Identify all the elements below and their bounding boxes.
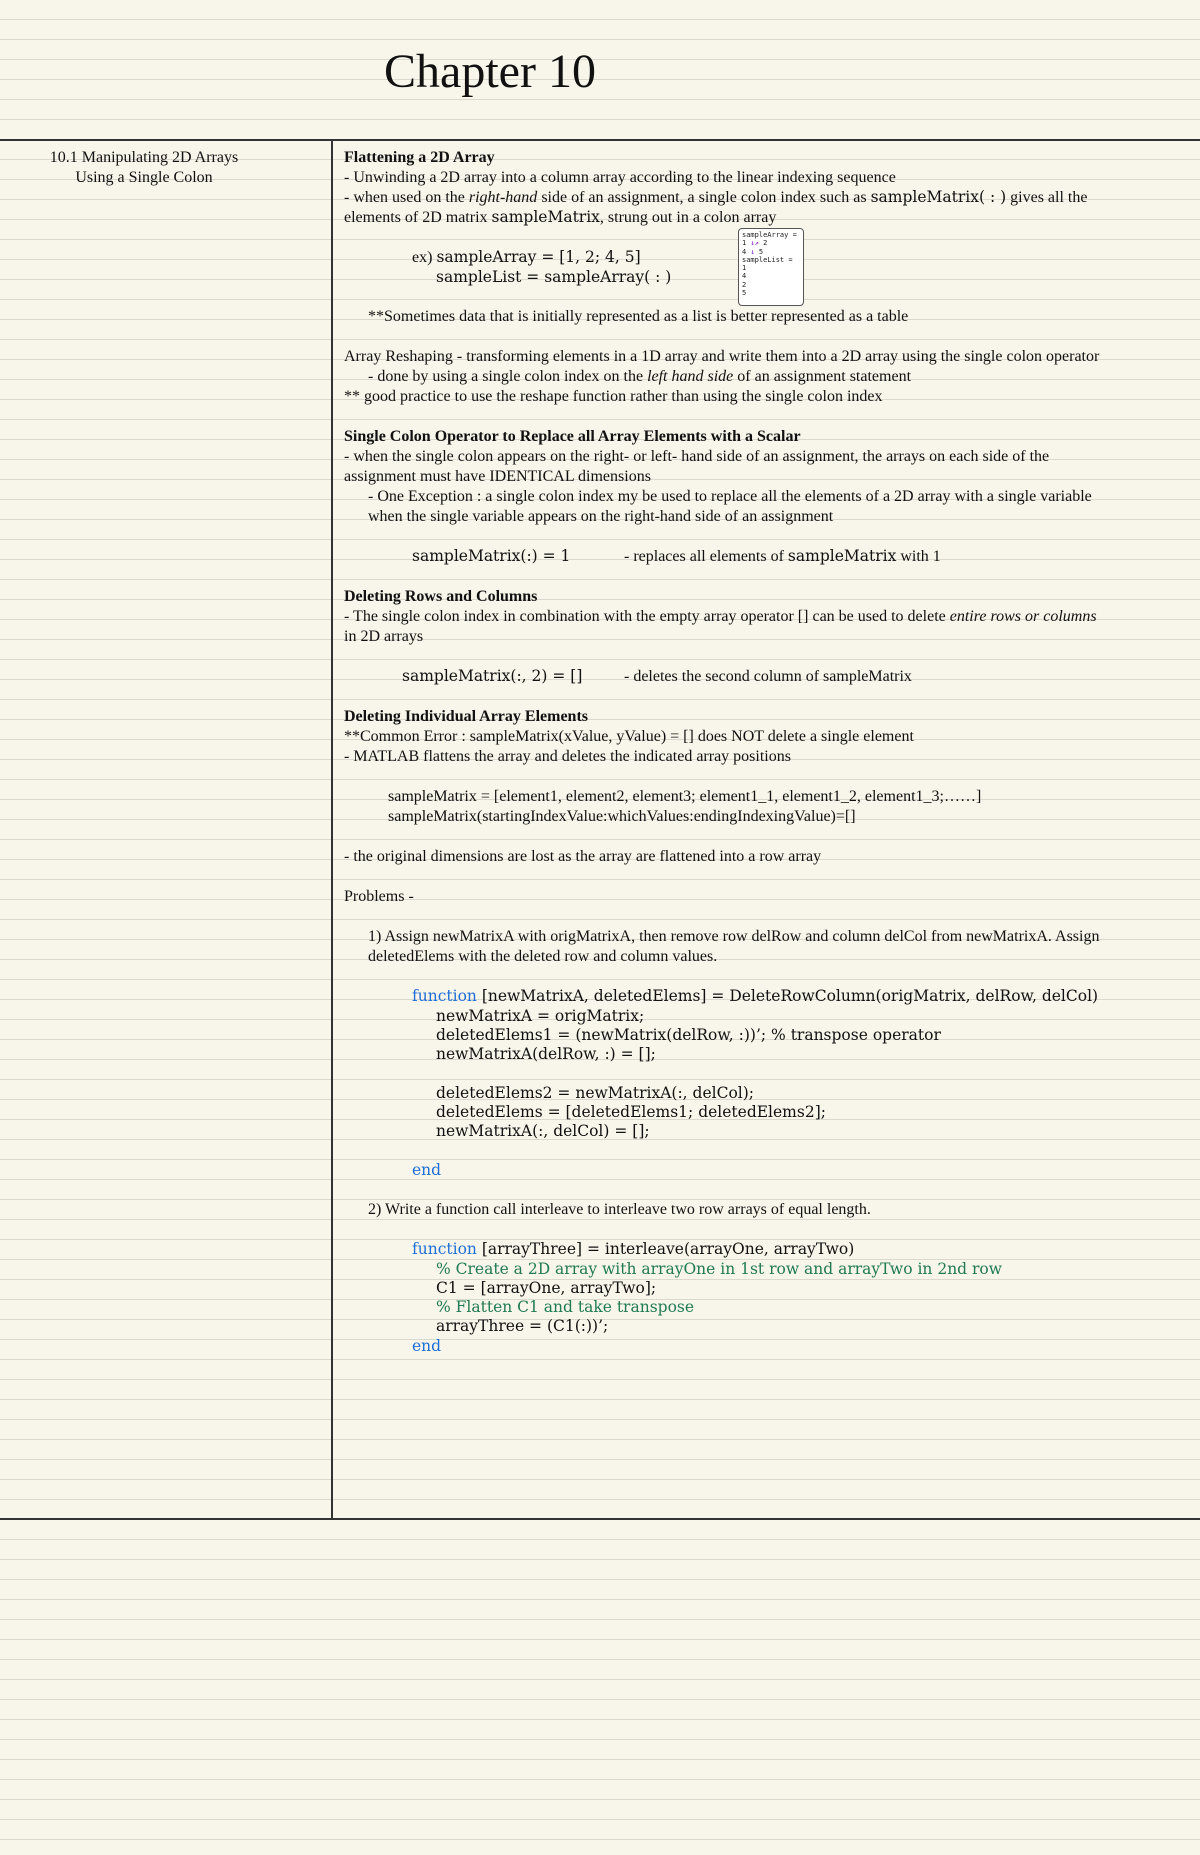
notes-column (344, 148, 1164, 1356)
code-line: newMatrixA(delRow, :) = []; (436, 1045, 656, 1064)
text-line: - when used on the right-hand side of an assignment, a single colon index such as sampleMatrix( : ) gives all the (344, 188, 1088, 206)
code-line: C1 = [arrayOne, arrayTwo]; (436, 1278, 657, 1297)
code-block-problem1 (344, 987, 1164, 1180)
text-line: elements of 2D matrix sampleMatrix, strung out in a colon array (344, 208, 777, 226)
code-line: end (412, 1336, 442, 1355)
code-comment: % Create a 2D array with arrayOne in 1st row and arrayTwo in 2nd row (436, 1259, 1003, 1278)
section-heading-delete-el: Deleting Individual Array Elements (344, 708, 589, 726)
text-line: when the single variable appears on the right-hand side of an assignment (368, 508, 834, 526)
preview-row: 4 ↓ 5 (742, 247, 764, 256)
example-line: sampleMatrix(startingIndexValue:whichValues:endingIndexingValue)=[] (388, 808, 856, 826)
text-line: **Common Error : sampleMatrix(xValue, yValue) = [] does NOT delete a single element (344, 728, 914, 746)
page-title: Chapter 10 (384, 45, 596, 98)
example-line: ex) sampleArray = [1, 2; 4, 5] (412, 248, 641, 266)
preview-line: 4 (742, 272, 747, 281)
problem-text: 1) Assign newMatrixA with origMatrixA, then remove row delRow and column delCol from newMatrixA. Assign (368, 928, 1100, 946)
text-line: ** good practice to use the reshape function rather than using the single colon index (344, 388, 883, 406)
problem-text: deletedElems with the deleted row and column values. (368, 948, 718, 966)
section-heading-delete-rc: Deleting Rows and Columns (344, 588, 538, 606)
text-line: Array Reshaping - transforming elements in a 1D array and write them into a 2D array using the single colon operator (344, 348, 1100, 366)
code-line: end (412, 1160, 442, 1179)
problem-text: 2) Write a function call interleave to interleave two row arrays of equal length. (368, 1201, 871, 1219)
code-line: deletedElems = [deletedElems1; deletedElems2]; (436, 1103, 826, 1122)
preview-line: 1 (742, 264, 747, 273)
example-line: sampleMatrix(:, 2) = [] - deletes the second column of sampleMatrix (402, 667, 912, 686)
section-heading-flatten: Flattening a 2D Array (344, 149, 495, 166)
example-line: sampleMatrix = [element1, element2, element3; element1_1, element1_2, element1_3;……] (388, 788, 982, 806)
section-heading-scalar: Single Colon Operator to Replace all Array Elements with a Scalar (344, 428, 801, 446)
preview-row: 1 ↓↗ 2 (742, 239, 768, 248)
example-line: sampleMatrix(:) = 1 - replaces all elements of sampleMatrix with 1 (412, 547, 941, 566)
preview-line: sampleArray = (742, 231, 797, 239)
column-divider (331, 140, 333, 1520)
top-divider (0, 139, 1200, 141)
text-line: - MATLAB flattens the array and deletes the indicated array positions (344, 748, 791, 766)
preview-line: sampleList = (742, 255, 793, 264)
code-block-problem2 (344, 1240, 1164, 1356)
text-line: assignment must have IDENTICAL dimensions (344, 468, 651, 486)
code-line: newMatrixA(:, delCol) = []; (436, 1122, 650, 1141)
text-line: in 2D arrays (344, 628, 424, 646)
code-line: deletedElems2 = newMatrixA(:, delCol); (436, 1083, 755, 1102)
preview-line: 5 (742, 289, 747, 298)
text-line: - done by using a single colon index on the left hand side of an assignment statement (368, 368, 912, 386)
cue-title-line1: 10.1 Manipulating 2D Arrays (49, 149, 239, 166)
code-line: deletedElems1 = (newMatrix(delRow, :))’; % transpose operator (436, 1025, 941, 1044)
preview-line: 2 (742, 280, 747, 289)
section-heading-problems: Problems - (344, 888, 414, 906)
cue-column (14, 148, 274, 188)
text-line: - Unwinding a 2D array into a column array according to the linear indexing sequence (344, 169, 896, 186)
arrow-icon: ↓ (750, 247, 755, 256)
code-line: function [newMatrixA, deletedElems] = DeleteRowColumn(origMatrix, delRow, delCol) (412, 987, 1099, 1006)
code-line: arrayThree = (C1(:))’; (436, 1317, 609, 1336)
arrow-icon: ↓↗ (750, 239, 759, 248)
cue-title-line2: Using a Single Colon (75, 169, 213, 186)
text-line: - the original dimensions are lost as the array are flattened into a row array (344, 848, 822, 866)
code-line: newMatrixA = origMatrix; (436, 1006, 645, 1025)
text-line: - One Exception : a single colon index my be used to replace all the elements of a 2D array with a single variable (368, 488, 1092, 506)
text-line: - The single colon index in combination with the empty array operator [] can be used to delete entire rows or columns (344, 608, 1097, 626)
code-comment: % Flatten C1 and take transpose (436, 1298, 695, 1317)
example-line: sampleList = sampleArray( : ) (436, 268, 672, 286)
note-line: **Sometimes data that is initially represented as a list is better represented as a table (368, 308, 909, 326)
code-line: function [arrayThree] = interleave(arrayOne, arrayTwo) (412, 1240, 855, 1259)
text-line: - when the single colon appears on the right- or left- hand side of an assignment, the arrays on each side of the (344, 448, 1050, 466)
bottom-divider (0, 1518, 1200, 1520)
